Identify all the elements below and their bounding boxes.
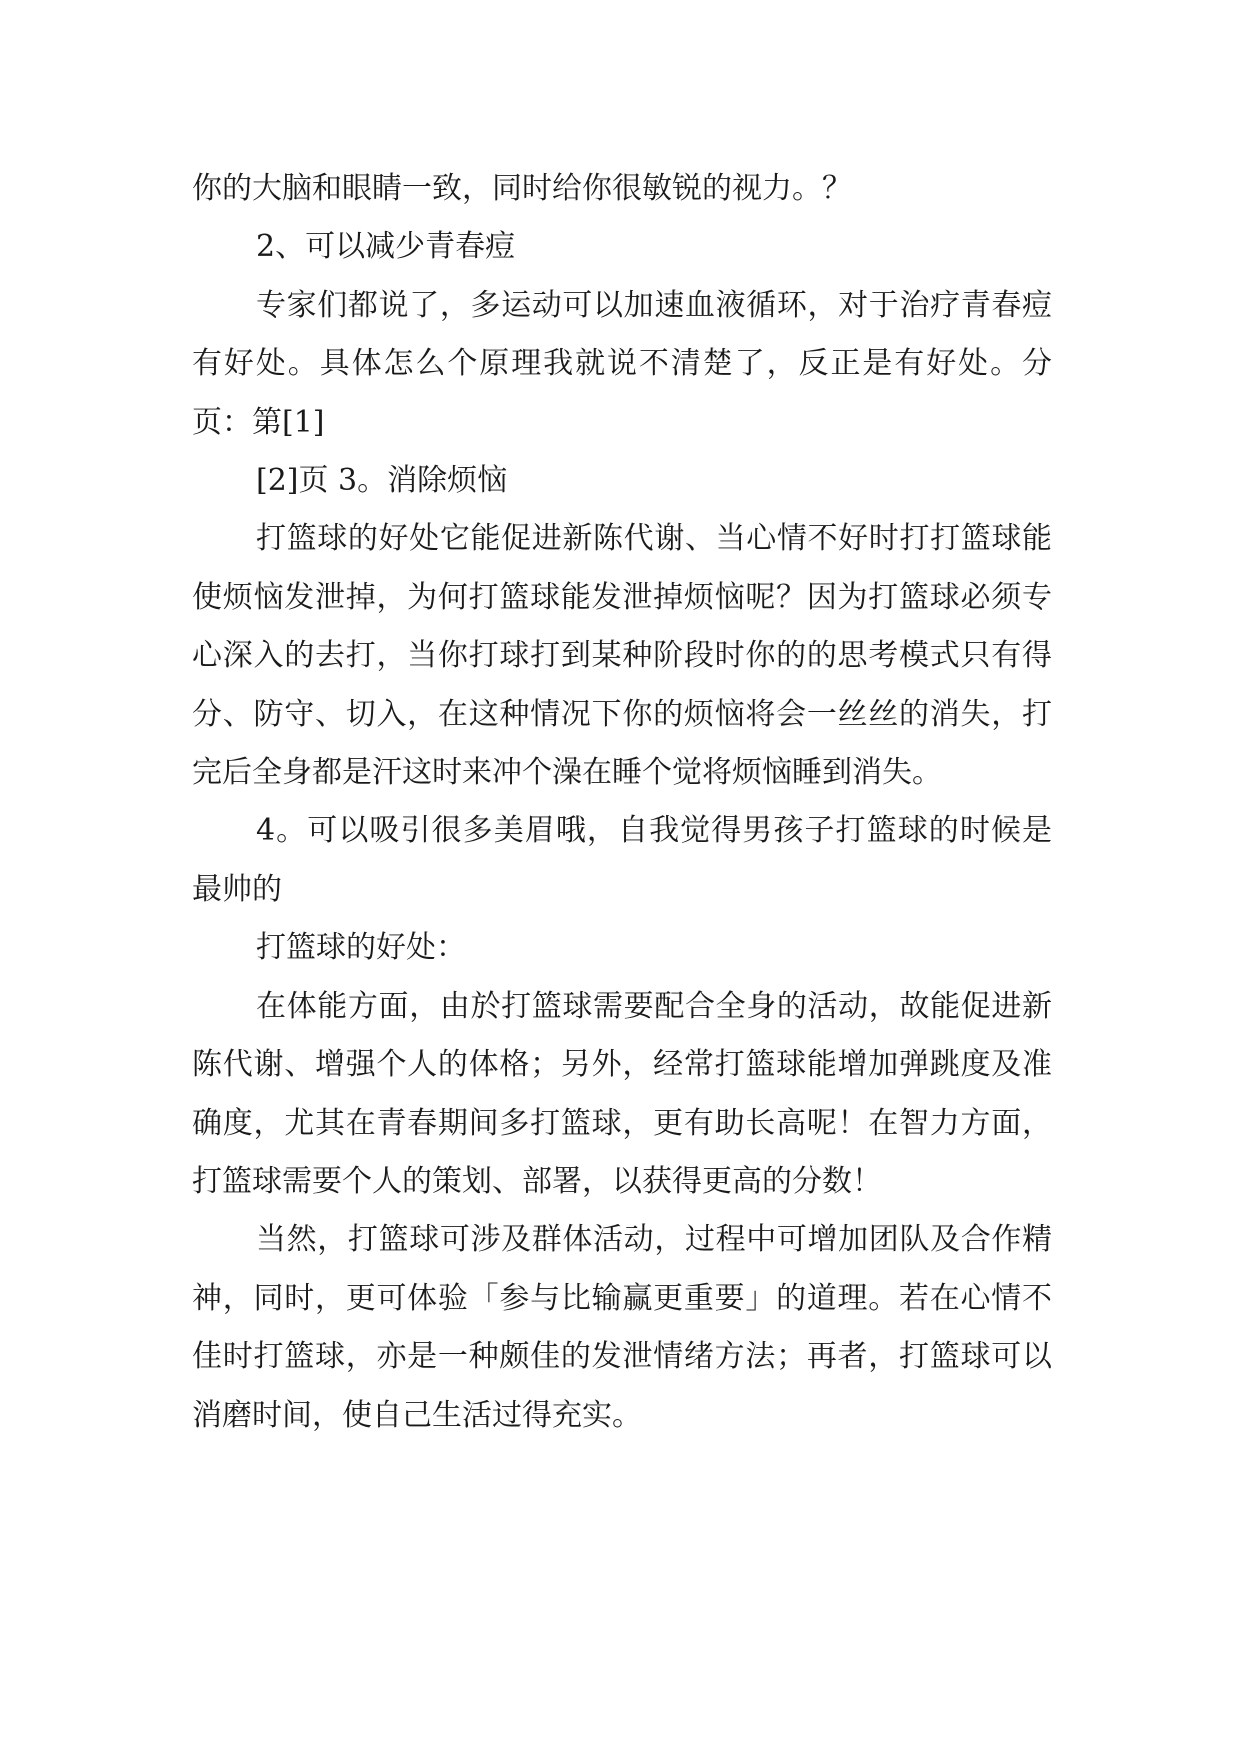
paragraph-3: 专家们都说了，多运动可以加速血液循环，对于治疗青春痘有好处。具体怎么个原理我就说不清楚了，反正是有好处。分页：第[1] [192, 287, 1052, 440]
paragraph-5: 打篮球的好处它能促进新陈代谢、当心情不好时打打篮球能使烦恼发泄掉，为何打篮球能发泄掉烦恼呢？因为打篮球必须专心深入的去打，当你打球打到某种阶段时你的的思考模式只有得分、防守、切入，在这种情况下你的烦恼将会一丝丝的消失，打完后全身都是汗这时来冲个澡在睡个觉将烦恼睡到消失。 [192, 521, 1052, 791]
paragraph-8: 在体能方面，由於打篮球需要配合全身的活动，故能促进新陈代谢、增强个人的体格；另外，经常打篮球能增加弹跳度及准确度，尤其在青春期间多打篮球，更有助长高呢！在智力方面，打篮球需要个人的策划、部署，以获得更高的分数！ [192, 988, 1052, 1199]
paragraph-2: 2、可以减少青春痘 [256, 229, 516, 265]
paragraph-6: 4。可以吸引很多美眉哦，自我觉得男孩子打篮球的时候是最帅的 [192, 813, 1052, 907]
paragraph-4: [2]页 3。消除烦恼 [256, 463, 508, 499]
paragraph-9: 当然，打篮球可涉及群体活动，过程中可增加团队及合作精神，同时，更可体验「参与比输赢更重要」的道理。若在心情不佳时打篮球，亦是一种颇佳的发泄情绪方法；再者，打篮球可以消磨时间，使自己生活过得充实。 [192, 1222, 1052, 1433]
paragraph-7: 打篮球的好处： [256, 930, 466, 966]
document-body [192, 160, 1052, 1445]
paragraph-1: 你的大脑和眼睛一致，同时给你很敏锐的视力。？ [192, 171, 852, 206]
